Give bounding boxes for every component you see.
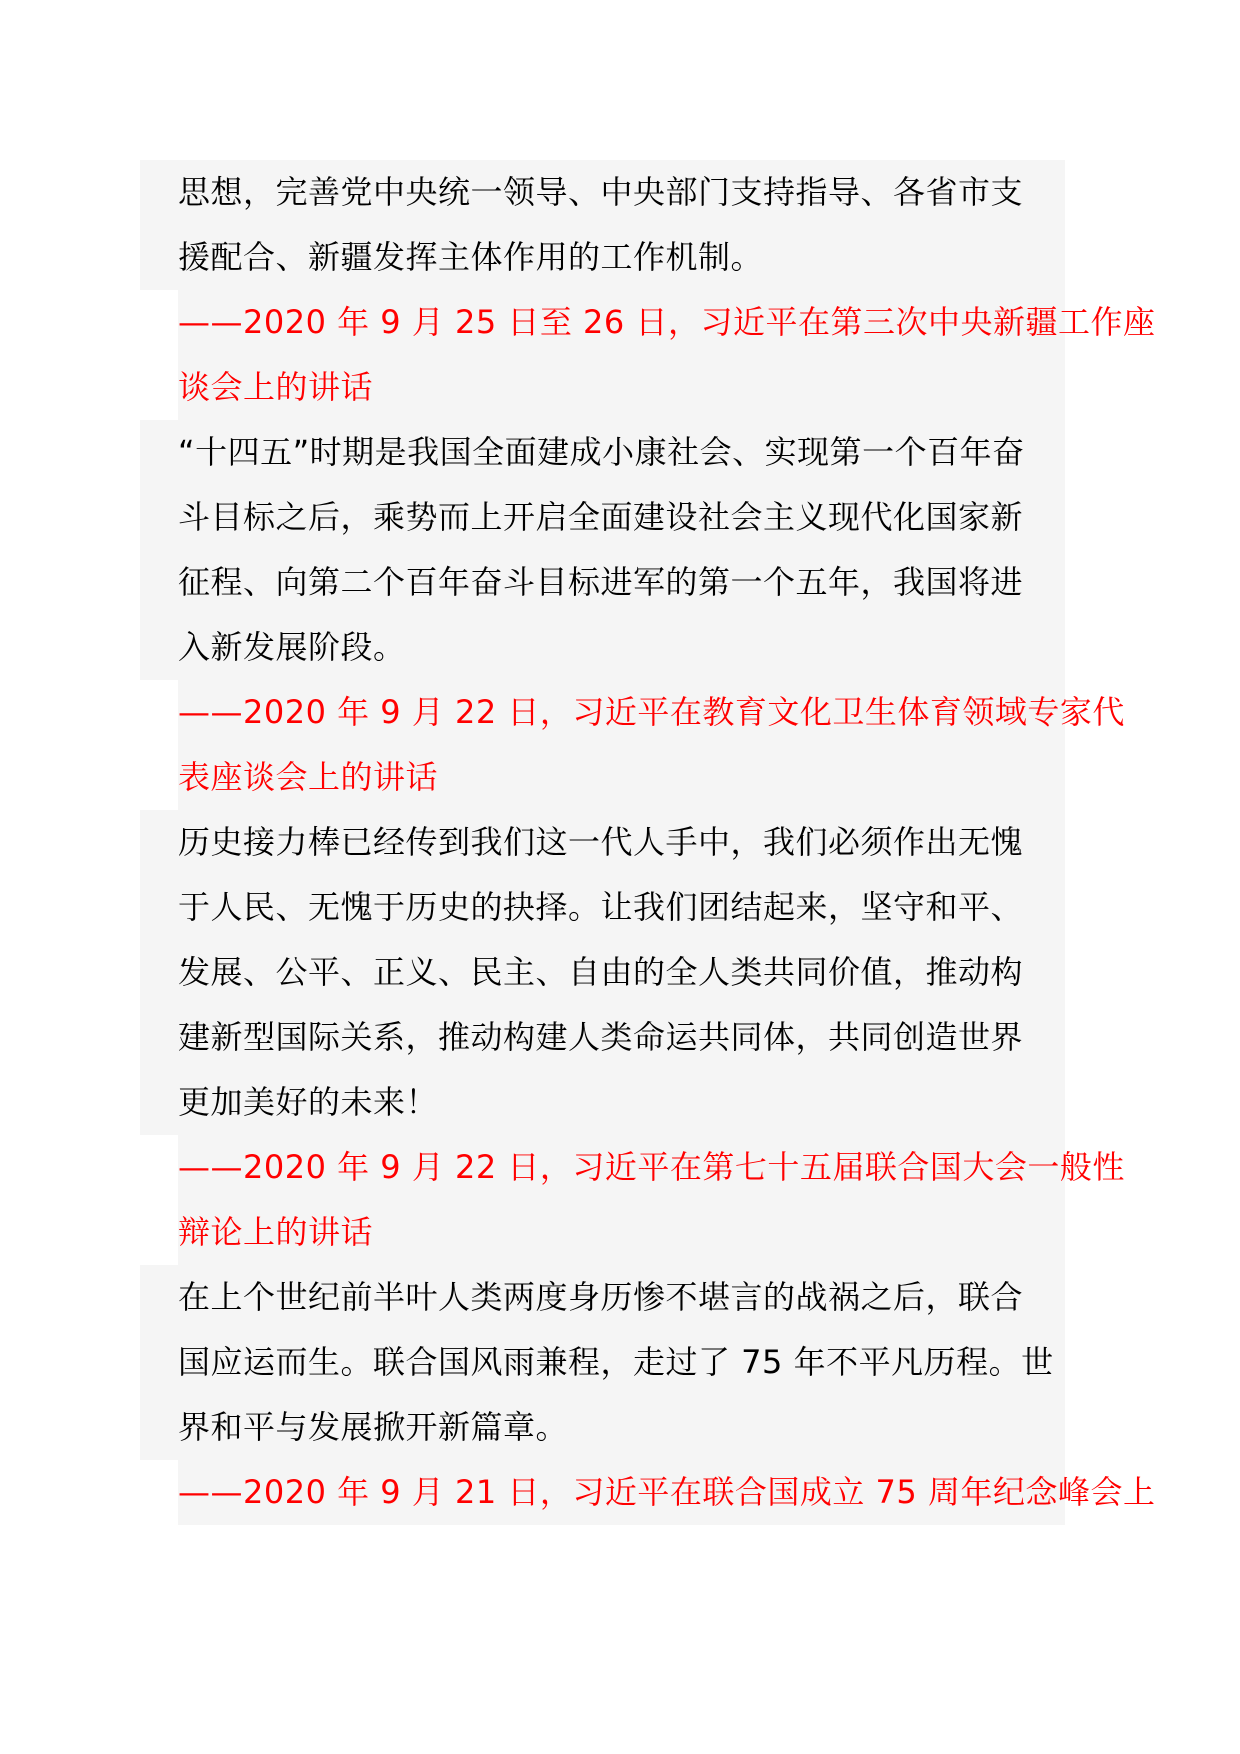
quote-line: ——2020 年 9 月 21 日，习近平在联合国成立 75 周年纪念峰会上 [178, 1473, 1156, 1511]
quote-line: ——2020 年 9 月 25 日至 26 日，习近平在第三次中央新疆工作座 [178, 303, 1156, 341]
quote-line: 辩论上的讲话 [178, 1213, 374, 1251]
body-line: “十四五”时期是我国全面建成小康社会、实现第一个百年奋 [178, 433, 1025, 471]
body-line: 入新发展阶段。 [178, 628, 406, 666]
body-line: 征程、向第二个百年奋斗目标进军的第一个五年，我国将进 [178, 563, 1024, 601]
entry-quote-block [178, 680, 1125, 810]
body-line: 更加美好的未来！ [178, 1083, 439, 1121]
entry-body-block [140, 1265, 1065, 1460]
entry-body-block [140, 810, 1065, 1135]
body-line: 援配合、新疆发挥主体作用的工作机制。 [178, 238, 764, 276]
body-line: 历史接力棒已经传到我们这一代人手中，我们必须作出无愧 [178, 823, 1024, 861]
body-line: 国应运而生。联合国风雨兼程，走过了 75 年不平凡历程。世 [178, 1343, 1054, 1381]
quote-line: 谈会上的讲话 [178, 368, 374, 406]
body-line: 于人民、无愧于历史的抉择。让我们团结起来，坚守和平、 [178, 888, 1024, 926]
quote-line: ——2020 年 9 月 22 日，习近平在第七十五届联合国大会一般性 [178, 1148, 1125, 1186]
body-line: 在上个世纪前半叶人类两度身历惨不堪言的战祸之后，联合 [178, 1278, 1024, 1316]
body-line: 斗目标之后，乘势而上开启全面建设社会主义现代化国家新 [178, 498, 1024, 536]
body-line: 发展、公平、正义、民主、自由的全人类共同价值，推动构 [178, 953, 1024, 991]
body-line: 界和平与发展掀开新篇章。 [178, 1408, 569, 1446]
entry-body-block [140, 420, 1065, 680]
quote-line: 表座谈会上的讲话 [178, 758, 439, 796]
body-line: 建新型国际关系，推动构建人类命运共同体，共同创造世界 [178, 1018, 1024, 1056]
quote-line: ——2020 年 9 月 22 日，习近平在教育文化卫生体育领域专家代 [178, 693, 1125, 731]
entry-quote-block [178, 1460, 1156, 1525]
entry-quote-block [178, 290, 1156, 420]
entry-body-block [140, 160, 1065, 290]
body-line: 思想，完善党中央统一领导、中央部门支持指导、各省市支 [178, 173, 1024, 211]
entry-quote-block [178, 1135, 1125, 1265]
